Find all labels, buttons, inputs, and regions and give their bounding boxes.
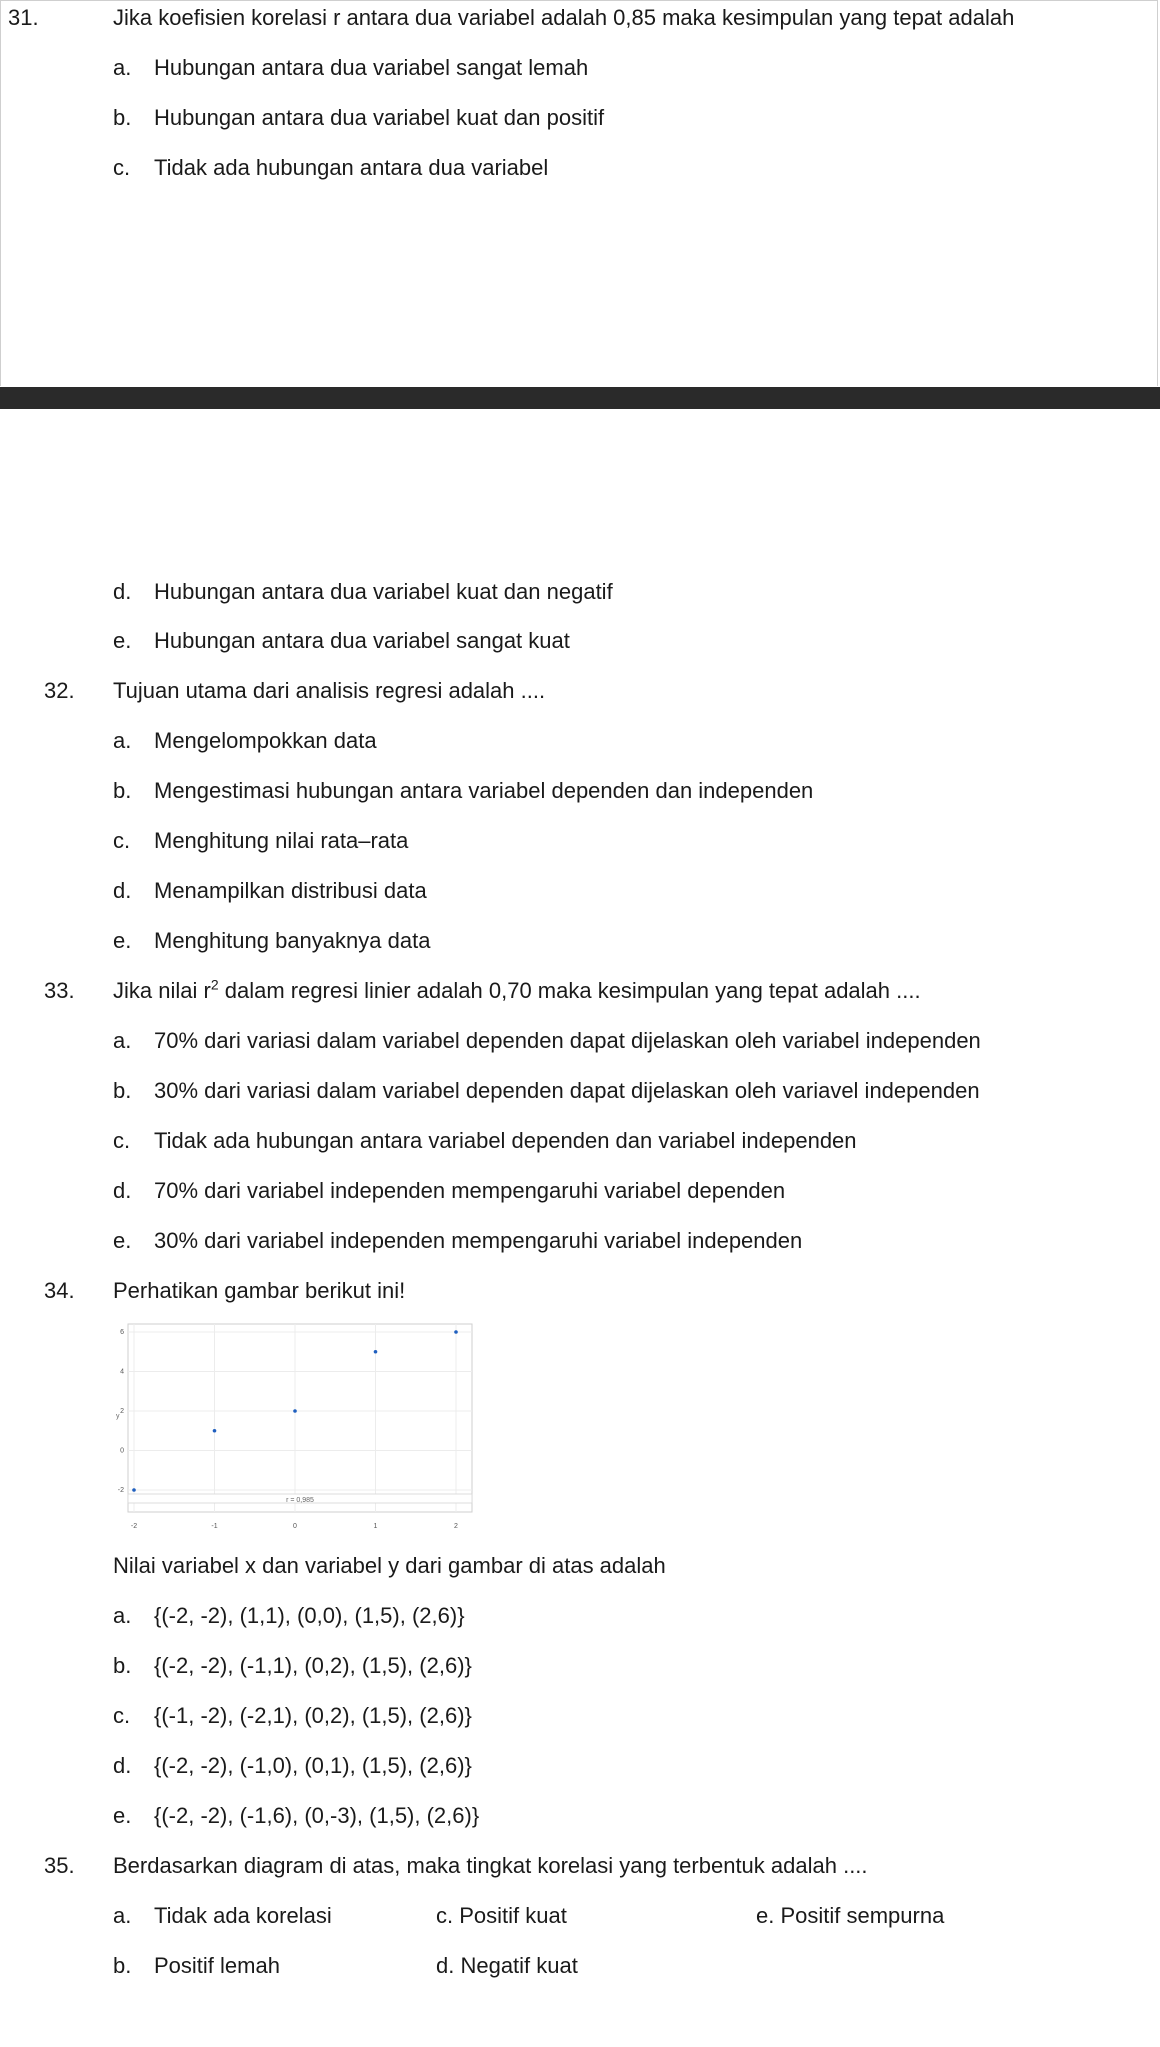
q34-option-a-letter: a. xyxy=(113,1603,132,1628)
q31-option-b-letter: b. xyxy=(113,105,132,130)
x-tick-label: -2 xyxy=(130,1523,138,1530)
q32-option-a: Mengelompokkan data xyxy=(154,728,377,753)
data-point xyxy=(293,1409,297,1413)
data-point xyxy=(374,1350,378,1354)
q33-option-b: 30% dari variasi dalam variabel dependen dapat dijelaskan oleh variavel independen xyxy=(154,1078,980,1103)
data-point xyxy=(132,1488,136,1492)
q34-followup: Nilai variabel x dan variabel y dari gambar di atas adalah xyxy=(113,1553,666,1578)
q33-option-d-letter: d. xyxy=(113,1178,132,1203)
q31-option-b: Hubungan antara dua variabel kuat dan positif xyxy=(154,105,605,130)
y-tick-label: 0 xyxy=(120,1447,124,1455)
q35-option-d: d. Negatif kuat xyxy=(436,1953,578,1978)
plot-frame xyxy=(128,1324,472,1512)
q33-number: 33. xyxy=(44,978,75,1003)
q35-option-e: e. Positif sempurna xyxy=(756,1903,945,1928)
q34-option-e-letter: e. xyxy=(113,1803,132,1828)
q34-option-d: {(-2, -2), (-1,0), (0,1), (1,5), (2,6)} xyxy=(154,1753,472,1778)
q31-option-e-letter: e. xyxy=(113,628,132,653)
q33-option-e: 30% dari variabel independen mempengaruhi variabel independen xyxy=(154,1228,803,1253)
q33-question-start: Jika nilai r xyxy=(113,978,211,1003)
q31-option-c: Tidak ada hubungan antara dua variabel xyxy=(154,155,549,180)
q35-option-b: Positif lemah xyxy=(154,1953,280,1978)
x-tick-label: 0 xyxy=(293,1523,297,1530)
y-tick-label: 6 xyxy=(120,1329,124,1336)
q33-option-a: 70% dari variasi dalam variabel dependen dapat dijelaskan oleh variabel independen xyxy=(154,1028,981,1053)
q32-question: Tujuan utama dari analisis regresi adalah .... xyxy=(113,678,546,703)
q33-option-c-letter: c. xyxy=(113,1128,131,1153)
q31-option-a-letter: a. xyxy=(113,55,132,80)
q32-option-d-letter: d. xyxy=(113,878,132,903)
x-tick-label: 2 xyxy=(454,1523,458,1530)
q33-option-c: Tidak ada hubungan antara variabel dependen dan variabel independen xyxy=(154,1128,857,1153)
scatter-chart xyxy=(110,1318,480,1536)
q31-option-c-letter: c. xyxy=(113,155,131,180)
q34-option-a: {(-2, -2), (1,1), (0,0), (1,5), (2,6)} xyxy=(154,1603,465,1628)
q34-option-b-letter: b. xyxy=(113,1653,132,1678)
x-tick-label: -1 xyxy=(211,1523,218,1530)
q33-option-e-letter: e. xyxy=(113,1228,132,1253)
q32-option-e: Menghitung banyaknya data xyxy=(154,928,431,953)
page-divider xyxy=(0,387,1160,409)
q33-option-d: 70% dari variabel independen mempengaruhi variabel dependen xyxy=(154,1178,786,1203)
correlation-annotation: r = 0,985 xyxy=(286,1497,314,1504)
q35-question: Berdasarkan diagram di atas, maka tingkat korelasi yang terbentuk adalah .... xyxy=(113,1853,868,1878)
q32-option-b-letter: b. xyxy=(113,778,132,803)
data-point xyxy=(454,1330,458,1334)
q31-option-d: Hubungan antara dua variabel kuat dan negatif xyxy=(154,579,613,604)
q35-number: 35. xyxy=(44,1853,75,1878)
q32-option-a-letter: a. xyxy=(113,728,132,753)
q32-option-e-letter: e. xyxy=(113,928,132,953)
q34-number: 34. xyxy=(44,1278,75,1303)
x-tick-label: 1 xyxy=(373,1523,378,1530)
y-tick-labels xyxy=(118,1329,124,1494)
y-tick-label: 2 xyxy=(120,1408,124,1415)
q35-option-b-letter: b. xyxy=(113,1953,132,1978)
y-tick-label: -2 xyxy=(117,1487,124,1494)
q31-number: 31. xyxy=(8,5,39,30)
y-tick-label: 4 xyxy=(120,1368,124,1376)
q31-option-a: Hubungan antara dua variabel sangat lemah xyxy=(154,55,589,80)
q35-option-c: c. Positif kuat xyxy=(436,1903,567,1928)
q31-question: Jika koefisien korelasi r antara dua variabel adalah 0,85 maka kesimpulan yang tepat adalah xyxy=(113,5,1015,30)
q34-option-b: {(-2, -2), (-1,1), (0,2), (1,5), (2,6)} xyxy=(154,1653,472,1678)
q32-option-b: Mengestimasi hubungan antara variabel dependen dan independen xyxy=(154,778,814,803)
q34-question: Perhatikan gambar berikut ini! xyxy=(113,1278,406,1303)
y-axis-label: y xyxy=(116,1413,120,1420)
q34-option-c: {(-1, -2), (-2,1), (0,2), (1,5), (2,6)} xyxy=(154,1703,472,1728)
q32-option-c: Menghitung nilai rata–rata xyxy=(154,828,409,853)
q34-option-e: {(-2, -2), (-1,6), (0,-3), (1,5), (2,6)} xyxy=(154,1803,480,1828)
q33-question xyxy=(113,977,921,1005)
q32-number: 32. xyxy=(44,678,75,703)
q33-option-a-letter: a. xyxy=(113,1028,132,1053)
q31-option-d-letter: d. xyxy=(113,579,132,604)
q32-option-c-letter: c. xyxy=(113,828,131,853)
q33-option-b-letter: b. xyxy=(113,1078,132,1103)
q34-option-d-letter: d. xyxy=(113,1753,132,1778)
q35-option-a-letter: a. xyxy=(113,1903,132,1928)
q35-option-a: Tidak ada korelasi xyxy=(154,1903,332,1928)
x-tick-labels xyxy=(131,1523,458,1530)
q33-question-end: dalam regresi linier adalah 0,70 maka kesimpulan yang tepat adalah .... xyxy=(218,978,921,1003)
q34-option-c-letter: c. xyxy=(113,1703,131,1728)
q33-question-superscript: 2 xyxy=(210,976,219,993)
q31-option-e: Hubungan antara dua variabel sangat kuat xyxy=(154,628,570,653)
q32-option-d: Menampilkan distribusi data xyxy=(154,878,427,903)
data-point xyxy=(213,1429,217,1433)
